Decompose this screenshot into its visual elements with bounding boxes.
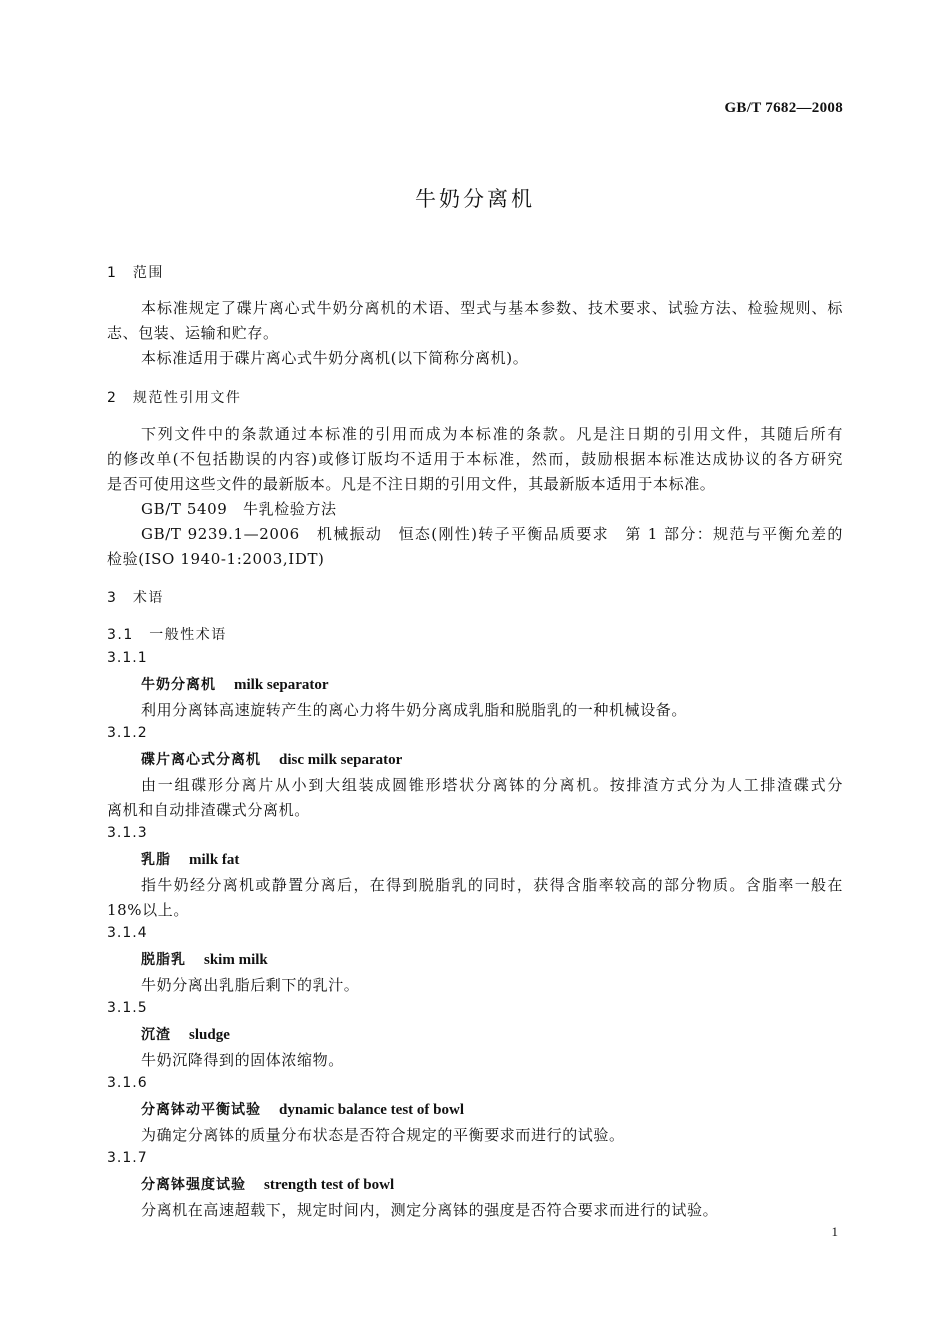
term-number: 3.1.6 bbox=[107, 1075, 148, 1091]
section-3-1-heading: 3.1 一般性术语 bbox=[107, 627, 227, 643]
term-definition: 牛奶分离出乳脂后剩下的乳汁。 bbox=[141, 976, 360, 994]
term-number: 3.1.7 bbox=[107, 1150, 148, 1166]
term-zh: 牛奶分离机 bbox=[141, 677, 216, 693]
term-title bbox=[141, 1174, 394, 1194]
reference-gbt-9239-line-2: 检验(ISO 1940-1:2003,IDT) bbox=[107, 550, 325, 568]
term-number: 3.1.5 bbox=[107, 1000, 148, 1016]
term-title bbox=[141, 1099, 464, 1119]
term-title bbox=[141, 849, 239, 869]
term-definition: 为确定分离钵的质量分布状态是否符合规定的平衡要求而进行的试验。 bbox=[141, 1126, 625, 1144]
term-number: 3.1.4 bbox=[107, 925, 148, 941]
section-1-paragraph-1-line-1: 本标准规定了碟片离心式牛奶分离机的术语、型式与基本参数、技术要求、试验方法、检验规则、标 bbox=[141, 299, 843, 317]
term-en: milk separator bbox=[234, 677, 329, 693]
term-definition: 牛奶沉降得到的固体浓缩物。 bbox=[141, 1051, 344, 1069]
term-en: strength test of bowl bbox=[264, 1177, 395, 1193]
section-2-paragraph-line-3: 是否可使用这些文件的最新版本。凡是不注日期的引用文件，其最新版本适用于本标准。 bbox=[107, 475, 716, 493]
section-1-paragraph-1-line-2: 志、包装、运输和贮存。 bbox=[107, 324, 279, 342]
term-title bbox=[141, 674, 329, 694]
term-number: 3.1.1 bbox=[107, 650, 148, 666]
section-2-heading: 2 规范性引用文件 bbox=[107, 390, 242, 406]
term-zh: 分离钵动平衡试验 bbox=[141, 1102, 261, 1118]
term-definition-line-2: 18%以上。 bbox=[107, 901, 189, 919]
term-zh: 碟片离心式分离机 bbox=[141, 752, 261, 768]
section-1-heading: 1 范围 bbox=[107, 265, 164, 281]
term-zh: 乳脂 bbox=[141, 852, 171, 868]
term-definition-line-2: 离机和自动排渣碟式分离机。 bbox=[107, 801, 310, 819]
standard-code: GB/T 7682—2008 bbox=[724, 100, 843, 116]
term-en: dynamic balance test of bowl bbox=[279, 1102, 464, 1118]
term-zh: 脱脂乳 bbox=[141, 952, 186, 968]
term-definition: 分离机在高速超载下，规定时间内，测定分离钵的强度是否符合要求而进行的试验。 bbox=[141, 1201, 719, 1219]
term-definition: 由一组碟形分离片从小到大组装成圆锥形塔状分离钵的分离机。按排渣方式分为人工排渣碟式分 bbox=[141, 776, 843, 794]
term-en: milk fat bbox=[189, 852, 240, 868]
section-2-paragraph-line-2: 的修改单(不包括勘误的内容)或修订版均不适用于本标准，然而，鼓励根据本标准达成协议的各方研究 bbox=[107, 450, 843, 468]
term-en: disc milk separator bbox=[279, 752, 403, 768]
term-number: 3.1.3 bbox=[107, 825, 148, 841]
term-zh: 沉渣 bbox=[141, 1027, 171, 1043]
page-number: 1 bbox=[831, 1224, 838, 1239]
term-en: sludge bbox=[189, 1027, 230, 1043]
term-number: 3.1.2 bbox=[107, 725, 148, 741]
section-2-paragraph-line-1: 下列文件中的条款通过本标准的引用而成为本标准的条款。凡是注日期的引用文件，其随后所有 bbox=[141, 425, 843, 443]
section-3-heading: 3 术语 bbox=[107, 590, 164, 606]
term-title bbox=[141, 1024, 230, 1044]
document-title: 牛奶分离机 bbox=[415, 187, 535, 211]
term-definition: 指牛奶经分离机或静置分离后，在得到脱脂乳的同时，获得含脂率较高的部分物质。含脂率一般在 bbox=[141, 876, 843, 894]
term-en: skim milk bbox=[204, 952, 268, 968]
section-1-paragraph-2: 本标准适用于碟片离心式牛奶分离机(以下简称分离机)。 bbox=[141, 349, 529, 367]
term-title bbox=[141, 949, 268, 969]
reference-gbt-9239-line-1: GB/T 9239.1—2006 机械振动 恒态(刚性)转子平衡品质要求 第 1 部分：规范与平衡允差的 bbox=[141, 525, 843, 543]
term-title bbox=[141, 749, 402, 769]
term-definition: 利用分离钵高速旋转产生的离心力将牛奶分离成乳脂和脱脂乳的一种机械设备。 bbox=[141, 701, 688, 719]
reference-gbt-5409: GB/T 5409 牛乳检验方法 bbox=[141, 500, 337, 518]
term-zh: 分离钵强度试验 bbox=[141, 1177, 246, 1193]
